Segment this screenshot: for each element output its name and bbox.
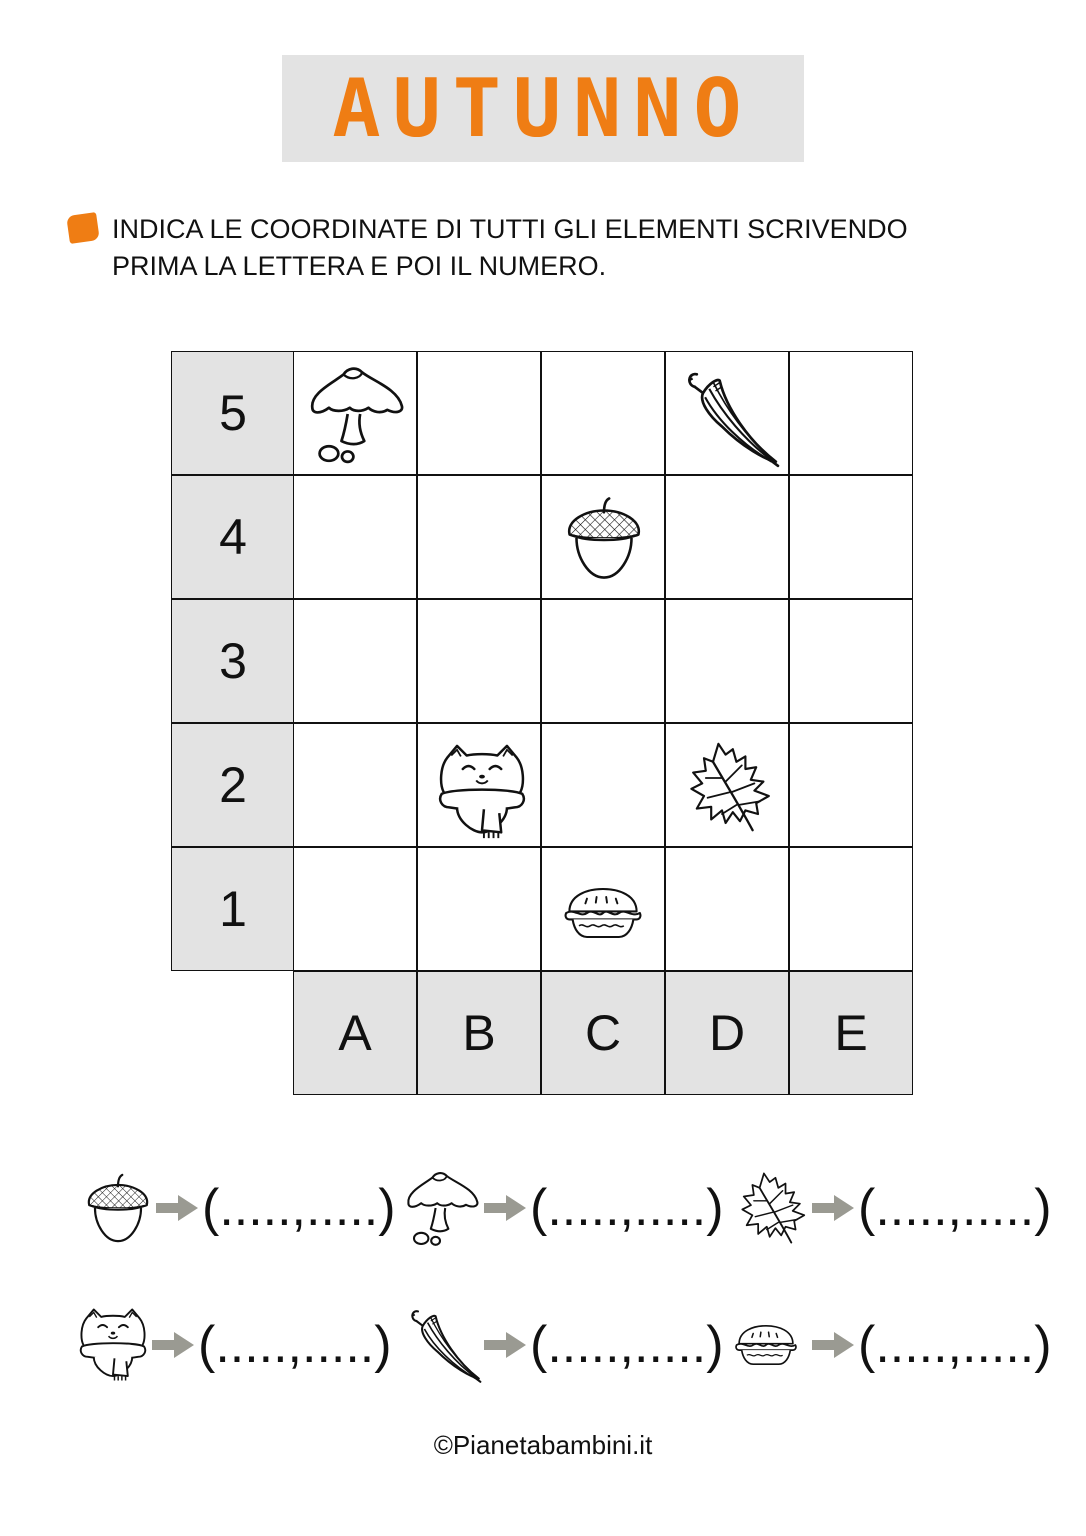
instruction-line-2: PRIMA LA LETTERA E POI IL NUMERO. — [112, 251, 607, 281]
row-label: 5 — [219, 385, 247, 441]
answer-item — [82, 1163, 396, 1253]
grid-cell-a2 — [293, 723, 417, 847]
grid-cell-b3 — [417, 599, 541, 723]
pie-icon — [545, 873, 661, 953]
grid-cell-d1 — [665, 847, 789, 971]
answer-blank[interactable]: (.....,.....) — [530, 1179, 724, 1237]
title-banner — [282, 55, 804, 162]
row-label-cell — [171, 351, 295, 475]
leaf-icon — [686, 738, 776, 836]
mushroom-icon — [402, 1166, 482, 1250]
grid-cell-c3 — [541, 599, 665, 723]
acorn-icon — [82, 1166, 154, 1250]
answer-item — [402, 1300, 724, 1390]
leaf-icon — [738, 1168, 810, 1248]
arrow-right-icon — [156, 1195, 198, 1221]
column-label: C — [584, 1005, 622, 1061]
fox-icon — [76, 1302, 150, 1388]
grid-cell-e5 — [789, 351, 913, 475]
row-label: 3 — [219, 633, 247, 689]
grid-cell-e1 — [789, 847, 913, 971]
answer-blank[interactable]: (.....,.....) — [530, 1316, 724, 1374]
arrow-right-icon — [812, 1195, 854, 1221]
bullet-icon — [66, 212, 100, 244]
answer-item — [722, 1300, 1052, 1390]
row-label-cell — [171, 723, 295, 847]
answer-blank[interactable]: (.....,.....) — [858, 1179, 1052, 1237]
instruction-line-1: INDICA LE COORDINATE DI TUTTI GLI ELEMENTI SCRIVENDO — [112, 214, 908, 244]
answer-item — [738, 1163, 1052, 1253]
row-label: 4 — [219, 509, 247, 565]
arrow-right-icon — [484, 1332, 526, 1358]
grid-cell-b4 — [417, 475, 541, 599]
grid-cell-e4 — [789, 475, 913, 599]
grid-cell-b1 — [417, 847, 541, 971]
grid-cell-a3 — [293, 599, 417, 723]
answer-blank[interactable]: (.....,.....) — [202, 1179, 396, 1237]
answer-blank[interactable]: (.....,.....) — [198, 1316, 392, 1374]
column-label: B — [462, 1005, 496, 1061]
column-label-cell — [417, 971, 541, 1095]
column-label-cell — [789, 971, 913, 1095]
umbrella-icon — [402, 1303, 482, 1387]
grid-cell-d4 — [665, 475, 789, 599]
row-label-cell — [171, 475, 295, 599]
pie-icon — [722, 1313, 810, 1377]
column-label: E — [834, 1005, 868, 1061]
grid-cell-c5 — [541, 351, 665, 475]
arrow-right-icon — [812, 1332, 854, 1358]
column-label: D — [708, 1005, 746, 1061]
column-label-cell — [665, 971, 789, 1095]
grid-cell-b5 — [417, 351, 541, 475]
column-label: A — [338, 1005, 372, 1061]
grid-cell-a1 — [293, 847, 417, 971]
page-title: AUTUNNO — [332, 62, 754, 155]
arrow-right-icon — [484, 1195, 526, 1221]
row-label-cell — [171, 599, 295, 723]
grid-cell-c2 — [541, 723, 665, 847]
row-label: 1 — [219, 881, 247, 937]
umbrella-icon — [676, 366, 780, 470]
grid-cell-a4 — [293, 475, 417, 599]
grid-cell-e3 — [789, 599, 913, 723]
instruction-text — [112, 211, 1012, 285]
row-label-cell — [171, 847, 295, 971]
row-label: 2 — [219, 757, 247, 813]
answer-item — [76, 1300, 392, 1390]
arrow-right-icon — [152, 1332, 194, 1358]
column-label-cell — [293, 971, 417, 1095]
footer-credit: ©Pianetabambini.it — [433, 1430, 653, 1460]
column-label-cell — [541, 971, 665, 1095]
mushroom-icon — [304, 362, 408, 466]
answer-item — [402, 1163, 724, 1253]
acorn-icon — [561, 486, 647, 590]
grid-cell-e2 — [789, 723, 913, 847]
fox-icon — [434, 740, 530, 844]
grid-cell-d3 — [665, 599, 789, 723]
answer-blank[interactable]: (.....,.....) — [858, 1316, 1052, 1374]
